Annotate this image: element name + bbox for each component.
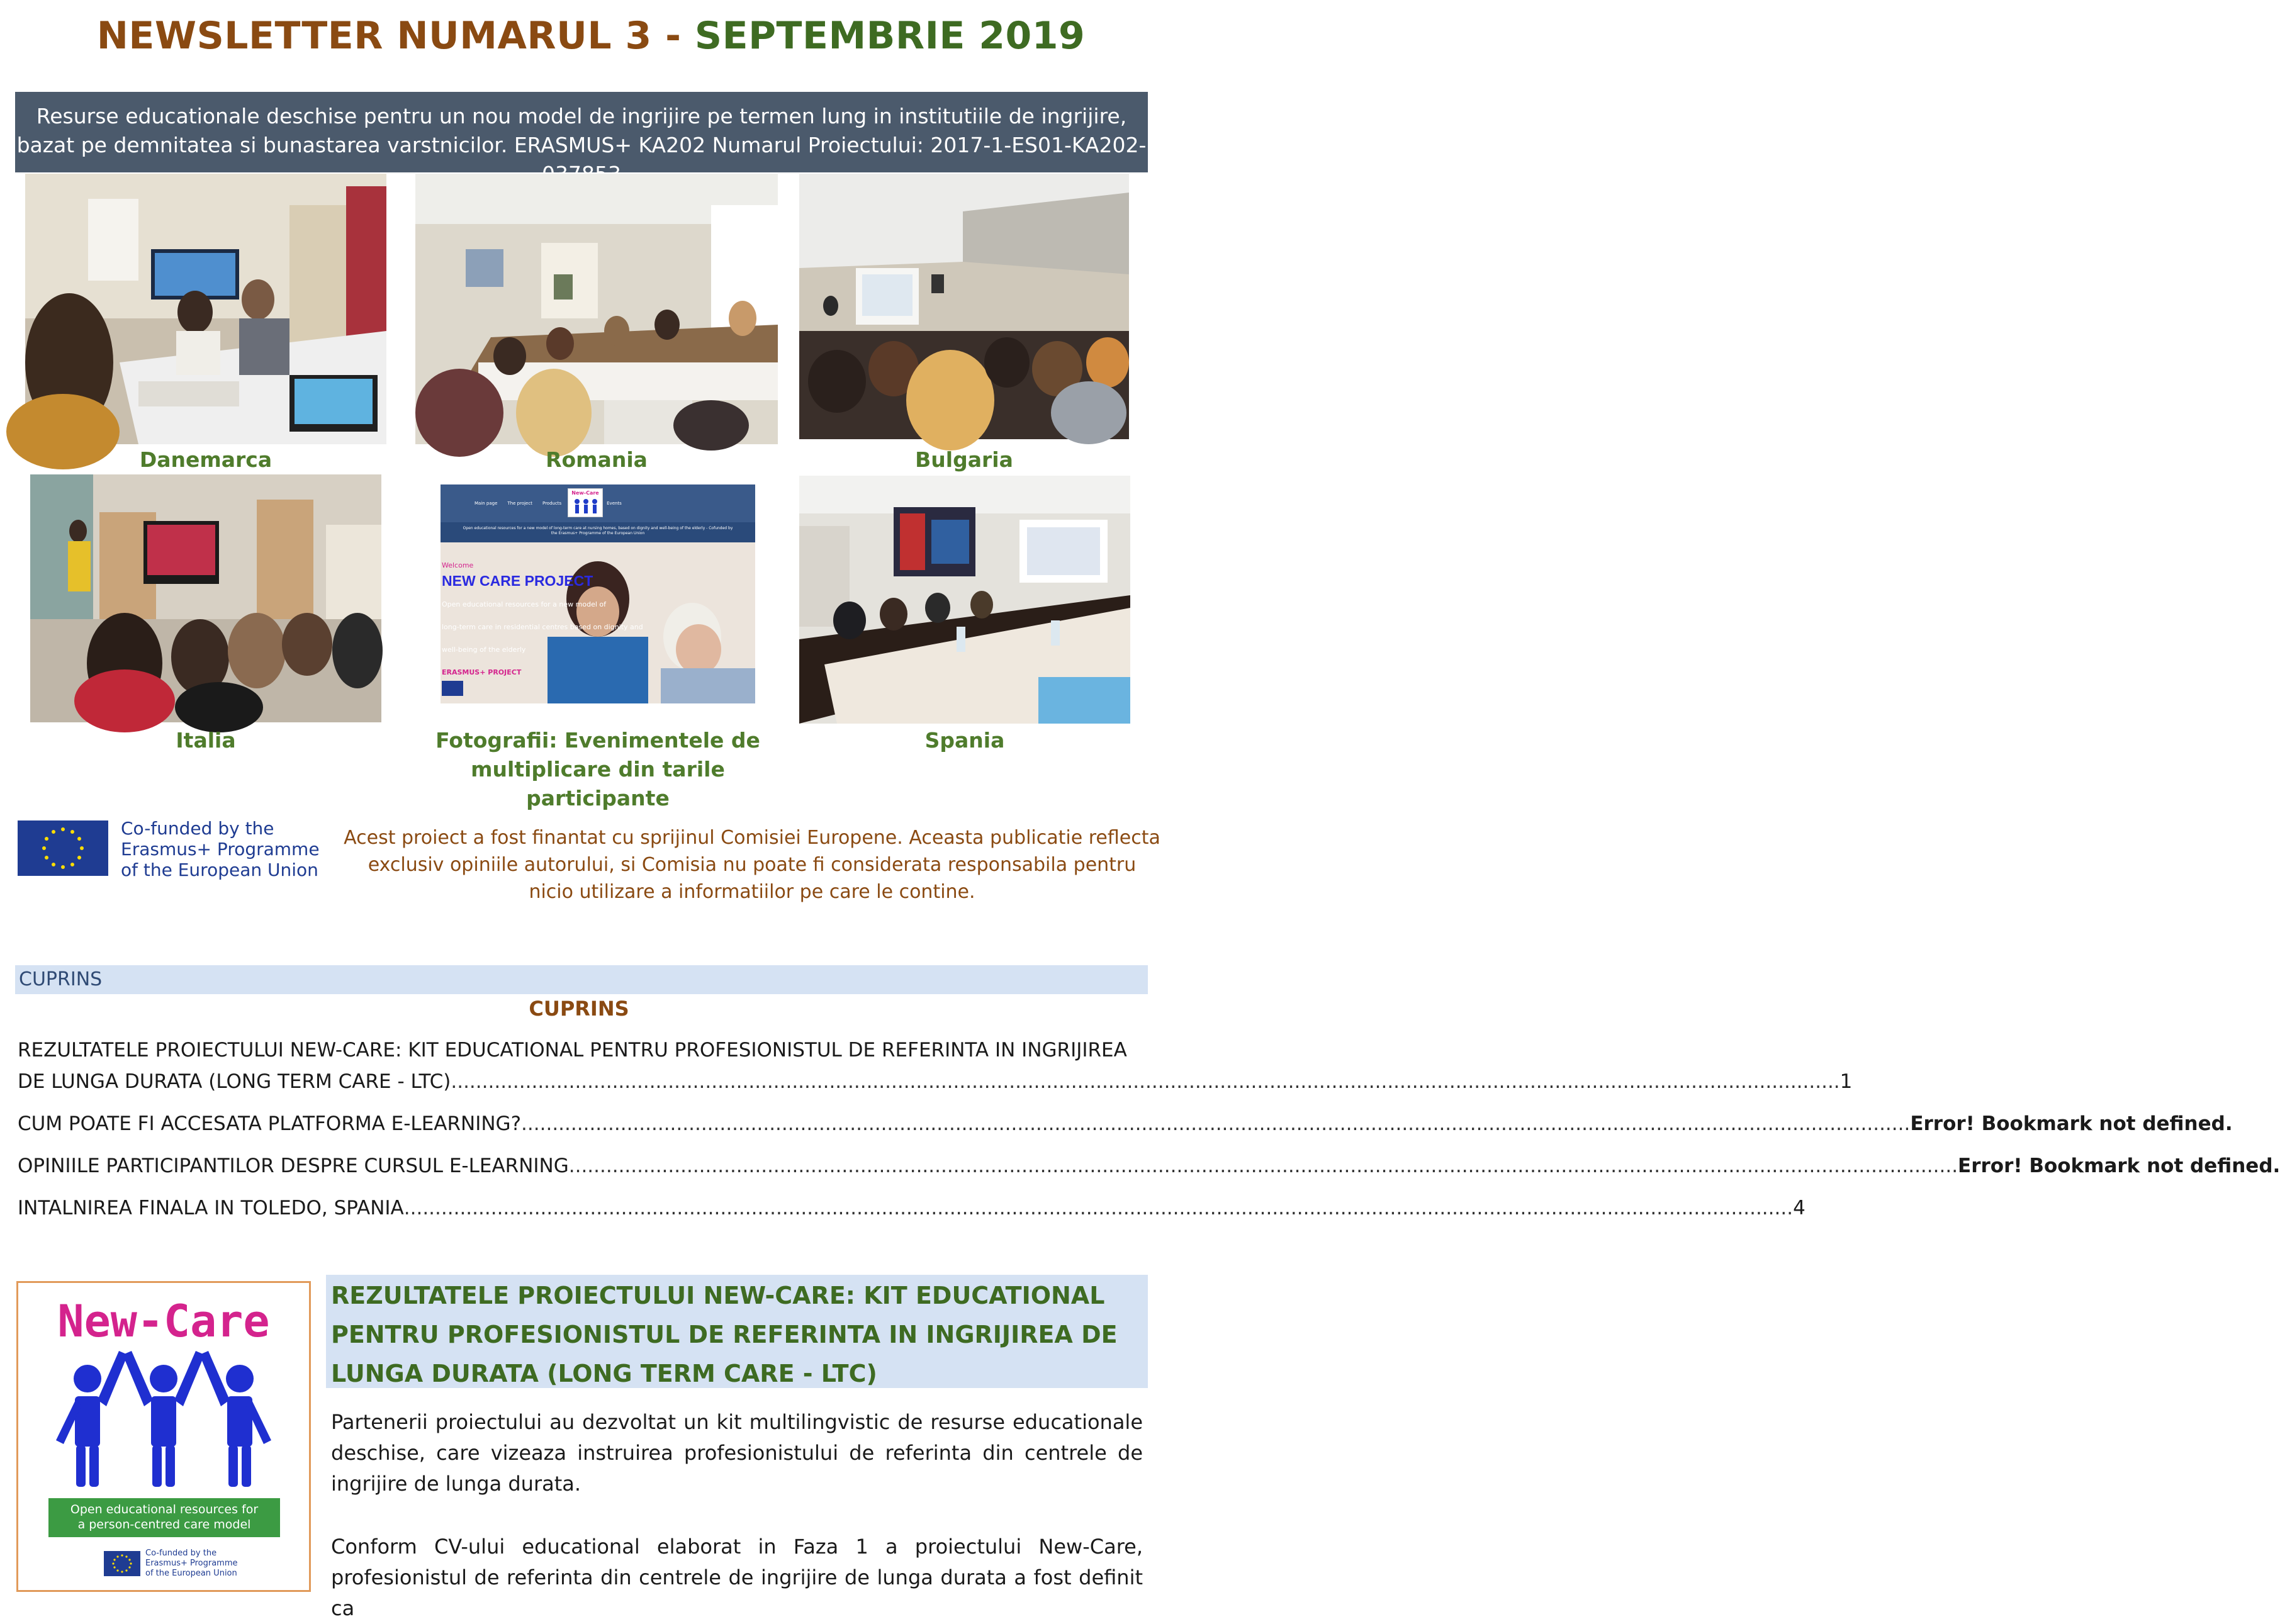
toc-entry[interactable] bbox=[18, 1150, 2280, 1182]
newcare-tagline-line1: Open educational resources for bbox=[70, 1503, 259, 1516]
toc-entry-label: CUM POATE FI ACCESATA PLATFORMA E-LEARNING? bbox=[18, 1112, 522, 1135]
people-holding-hands-icon bbox=[18, 1346, 309, 1491]
section-paragraph-1: Partenerii proiectului au dezvoltat un kit multilingvistic de resurse educationale deschise, care vizeaza instruirea profesionistului de referinta din centrele de ingrijire de lunga durata. bbox=[331, 1410, 1143, 1496]
newcare-eu-line3: of the European Union bbox=[145, 1569, 237, 1578]
newcare-eu-line1: Co-funded by the bbox=[145, 1548, 217, 1558]
funding-disclaimer: Acest proiect a fost finantat cu sprijinul Comisiei Europene. Aceasta publicatie reflecta exclusiv opiniile autorului, si Comisia nu poate fi considerata responsabila pentru nicio utilizare a informatiilor pe care le contine. bbox=[344, 827, 1160, 903]
website-nav-item: Main page bbox=[475, 501, 498, 506]
website-nav-item: Products bbox=[542, 501, 562, 506]
eu-logo-line2: Erasmus+ Programme bbox=[121, 839, 320, 860]
eu-logo-line3: of the European Union bbox=[121, 860, 318, 880]
caption-romania: Romania bbox=[546, 447, 648, 472]
newcare-tagline bbox=[48, 1498, 280, 1537]
website-heading: NEW CARE PROJECT bbox=[442, 573, 593, 589]
eu-flag-icon bbox=[104, 1551, 140, 1576]
website-eu-flag bbox=[442, 681, 463, 696]
photo-website-screenshot bbox=[441, 484, 755, 703]
website-tagline-line2: long-term care in residential centres based on dignity and bbox=[442, 623, 643, 631]
website-tagline-line3: well-being of the elderly bbox=[442, 646, 526, 654]
newcare-eu-text bbox=[145, 1548, 238, 1579]
toc-title: CUPRINS bbox=[529, 997, 629, 1021]
toc-entry-page: Error! Bookmark not defined. bbox=[1958, 1155, 2280, 1177]
website-banner: Open educational resources for a new model of long-term care at nursing homes, based on dignity and well-being of the elderly - Cofunded by the Erasmus+ Programme of the European Union bbox=[441, 522, 755, 542]
title-part-2: SEPTEMBRIE 2019 bbox=[694, 14, 1086, 58]
toc-entry-label-line1: REZULTATELE PROIECTULUI NEW-CARE: KIT EDUCATIONAL PENTRU PROFESIONISTUL DE REFERINTA IN INGRIJIREA bbox=[18, 1039, 1127, 1061]
newcare-eu-logo bbox=[104, 1548, 267, 1580]
section-heading: REZULTATELE PROIECTULUI NEW-CARE: KIT EDUCATIONAL PENTRU PROFESIONISTUL DE REFERINTA IN INGRIJIREA DE LUNGA DURATA (LONG TERM CARE - LTC) bbox=[326, 1275, 1148, 1388]
toc-entry-label-line2: DE LUNGA DURATA (LONG TERM CARE - LTC) bbox=[18, 1070, 451, 1093]
website-tagline-line1: Open educational resources for a new model of bbox=[442, 600, 606, 608]
newcare-tagline-line2: a person-centred care model bbox=[77, 1518, 251, 1532]
toc-entry-page: 4 bbox=[1793, 1197, 1805, 1219]
section-paragraph-2: Conform CV-ului educational elaborat in Faza 1 a proiectului New-Care, profesionistul de referinta din centrele de ingrijire de lunga durata a fost definit ca bbox=[331, 1535, 1143, 1620]
toc-leader-dots: ................................................................................................................................................................................................................................ bbox=[403, 1197, 1794, 1219]
people-icon bbox=[568, 498, 604, 517]
toc-entry[interactable] bbox=[18, 1034, 1853, 1097]
website-nav-item: Events bbox=[607, 501, 622, 506]
caption-bulgaria: Bulgaria bbox=[915, 447, 1013, 472]
website-erasmus: ERASMUS+ PROJECT bbox=[442, 668, 522, 676]
toc-entry-page: Error! Bookmark not defined. bbox=[1910, 1112, 2233, 1135]
eu-flag-icon bbox=[18, 820, 108, 876]
toc-leader-dots: ................................................................................................................................................................................................................................ bbox=[568, 1155, 1958, 1177]
newcare-eu-line2: Erasmus+ Programme bbox=[145, 1559, 238, 1568]
eu-cofunded-logo bbox=[18, 818, 320, 881]
photo-romania bbox=[415, 174, 778, 444]
photo-bulgaria bbox=[799, 174, 1129, 439]
toc-leader-dots: ................................................................................................................................................................................................................................ bbox=[451, 1070, 1840, 1093]
website-nav-item: The project bbox=[507, 501, 532, 506]
project-subtitle: Resurse educationale deschise pentru un nou model de ingrijire pe termen lung in institutiile de ingrijire, bazat pe demnitatea si bunastarea varstnicilor. ERASMUS+ KA202 Numarul Proiectului: 2017-1-ES01-KA202- bbox=[15, 92, 1148, 172]
caption-spain: Spania bbox=[924, 728, 1005, 753]
eu-logo-text bbox=[121, 818, 322, 880]
eu-logo-line1: Co-funded by the bbox=[121, 818, 274, 839]
caption-denmark: Danemarca bbox=[139, 447, 272, 472]
table-of-contents bbox=[18, 1034, 2280, 1235]
website-navbar bbox=[441, 484, 755, 522]
toc-entry-page: 1 bbox=[1839, 1070, 1853, 1093]
newcare-logo-word: New-Care bbox=[57, 1296, 270, 1347]
title-part-1: NEWSLETTER NUMARUL 3 - bbox=[96, 14, 695, 58]
toc-entry[interactable] bbox=[18, 1192, 1805, 1224]
photo-denmark bbox=[25, 174, 386, 444]
website-logo bbox=[568, 488, 603, 517]
photo-spain bbox=[799, 476, 1130, 724]
toc-entry[interactable] bbox=[18, 1108, 2233, 1140]
website-logo-word: New-Care bbox=[571, 490, 599, 496]
toc-bar-label: CUPRINS bbox=[15, 965, 1148, 994]
newcare-logo bbox=[16, 1281, 311, 1592]
caption-italy: Italia bbox=[176, 728, 236, 753]
toc-entry-label: OPINIILE PARTICIPANTILOR DESPRE CURSUL E-LEARNING bbox=[18, 1155, 569, 1177]
website-welcome: Welcome bbox=[442, 561, 474, 569]
toc-entry-label: INTALNIREA FINALA IN TOLEDO, SPANIA bbox=[18, 1197, 404, 1219]
newsletter-title bbox=[0, 14, 1182, 58]
toc-leader-dots: ................................................................................................................................................................................................................................ bbox=[521, 1112, 1911, 1135]
photo-italy bbox=[30, 474, 381, 722]
caption-center: Fotografii: Evenimentele de multiplicare din tarile participante bbox=[435, 728, 760, 810]
